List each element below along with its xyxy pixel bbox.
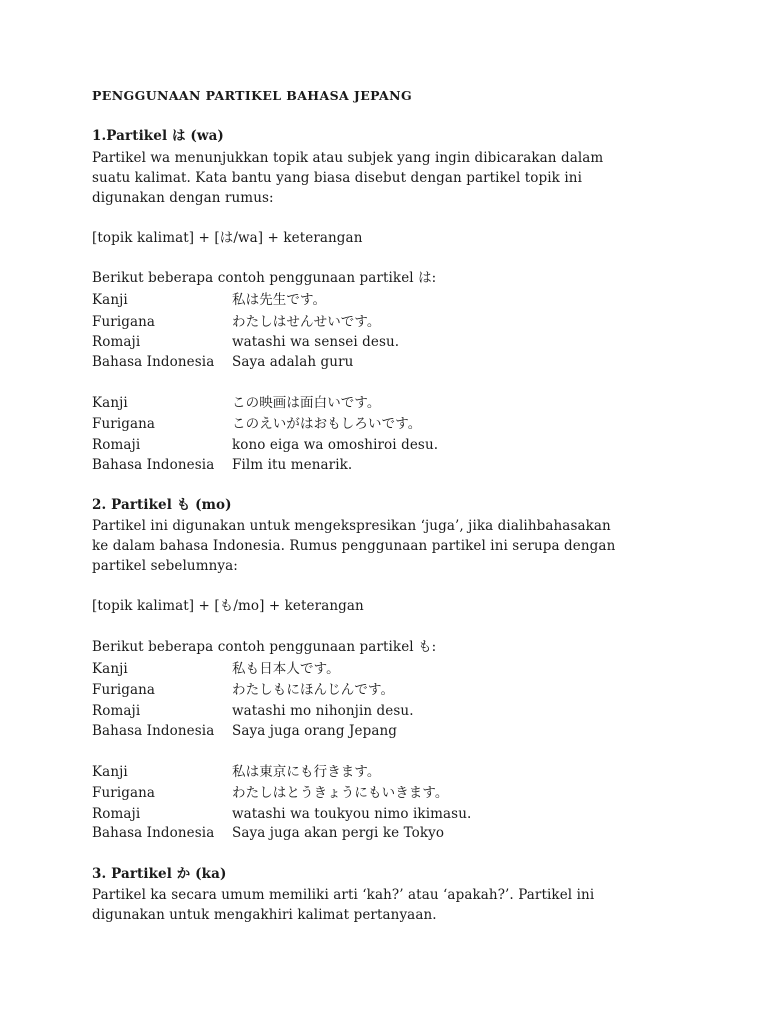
example-row [92,312,381,332]
paragraph-line: digunakan dengan rumus: [92,190,274,206]
example-value: kono eiga wa omoshiroi desu. [232,437,439,453]
paragraph-line: Partikel ka secara umum memiliki arti ‘kah?’ atau ‘apakah?’. Partikel ini [92,887,595,903]
formula: [topik kalimat] + [は/wa] + keterangan [92,230,363,246]
example-value: このえいがはおもしろいです。 [232,416,422,432]
example-value: Saya juga orang Jepang [232,723,398,739]
formula: [topik kalimat] + [も/mo] + keterangan [92,598,364,614]
section-heading-wa: 1.Partikel は (wa) [92,128,224,144]
example-label: Furigana [92,314,156,330]
example-label: Romaji [92,806,141,822]
paragraph-line: digunakan untuk mengakhiri kalimat pertanyaan. [92,907,437,923]
section-heading-ka: 3. Partikel か (ka) [92,866,227,882]
example-row [92,435,439,455]
paragraph-line: ke dalam bahasa Indonesia. Rumus penggunaan partikel ini serupa dengan [92,538,616,554]
example-value: 私は東京にも行きます。 [232,764,381,780]
example-label: Furigana [92,682,156,698]
document-page [92,0,712,1024]
example-row [92,762,381,782]
example-value: Saya juga akan pergi ke Tokyo [232,825,445,841]
example-row [92,680,395,700]
example-label: Furigana [92,785,156,801]
example-label: Bahasa Indonesia [92,354,215,370]
example-value: Film itu menarik. [232,457,353,473]
example-value: この映画は面白いです。 [232,395,381,411]
example-row [92,721,398,741]
example-value: わたしはせんせいです。 [232,314,381,330]
document-title: PENGGUNAAN PARTIKEL BAHASA JEPANG [92,88,413,103]
example-row [92,352,354,372]
example-row [92,290,327,310]
example-row [92,393,381,413]
example-label: Bahasa Indonesia [92,723,215,739]
section-heading-mo: 2. Partikel も (mo) [92,497,232,513]
paragraph-line: Partikel wa menunjukkan topik atau subjek yang ingin dibicarakan dalam [92,150,604,166]
example-row [92,823,445,843]
example-label: Romaji [92,437,141,453]
example-label: Furigana [92,416,156,432]
example-row [92,701,414,721]
example-label: Bahasa Indonesia [92,457,215,473]
example-value: Saya adalah guru [232,354,354,370]
example-row [92,783,449,803]
example-label: Romaji [92,703,141,719]
example-value: 私も日本人です。 [232,661,340,677]
examples-intro: Berikut beberapa contoh penggunaan partikel も: [92,639,437,655]
paragraph-line: partikel sebelumnya: [92,558,238,574]
paragraph-line: suatu kalimat. Kata bantu yang biasa disebut dengan partikel topik ini [92,170,582,186]
example-row [92,804,472,824]
example-value: watashi mo nihonjin desu. [232,703,414,719]
example-row [92,455,353,475]
example-label: Kanji [92,292,128,308]
example-value: 私は先生です。 [232,292,327,308]
example-label: Romaji [92,334,141,350]
paragraph-line: Partikel ini digunakan untuk mengekspresikan ‘juga’, jika dialihbahasakan [92,518,611,534]
example-value: watashi wa sensei desu. [232,334,400,350]
example-value: わたしはとうきょうにもいきます。 [232,785,449,801]
example-row [92,332,400,352]
example-label: Kanji [92,395,128,411]
example-label: Kanji [92,764,128,780]
example-row [92,659,340,679]
example-value: watashi wa toukyou nimo ikimasu. [232,806,472,822]
examples-intro: Berikut beberapa contoh penggunaan partikel は: [92,270,437,286]
example-row [92,414,422,434]
example-label: Bahasa Indonesia [92,825,215,841]
example-value: わたしもにほんじんです。 [232,682,395,698]
example-label: Kanji [92,661,128,677]
